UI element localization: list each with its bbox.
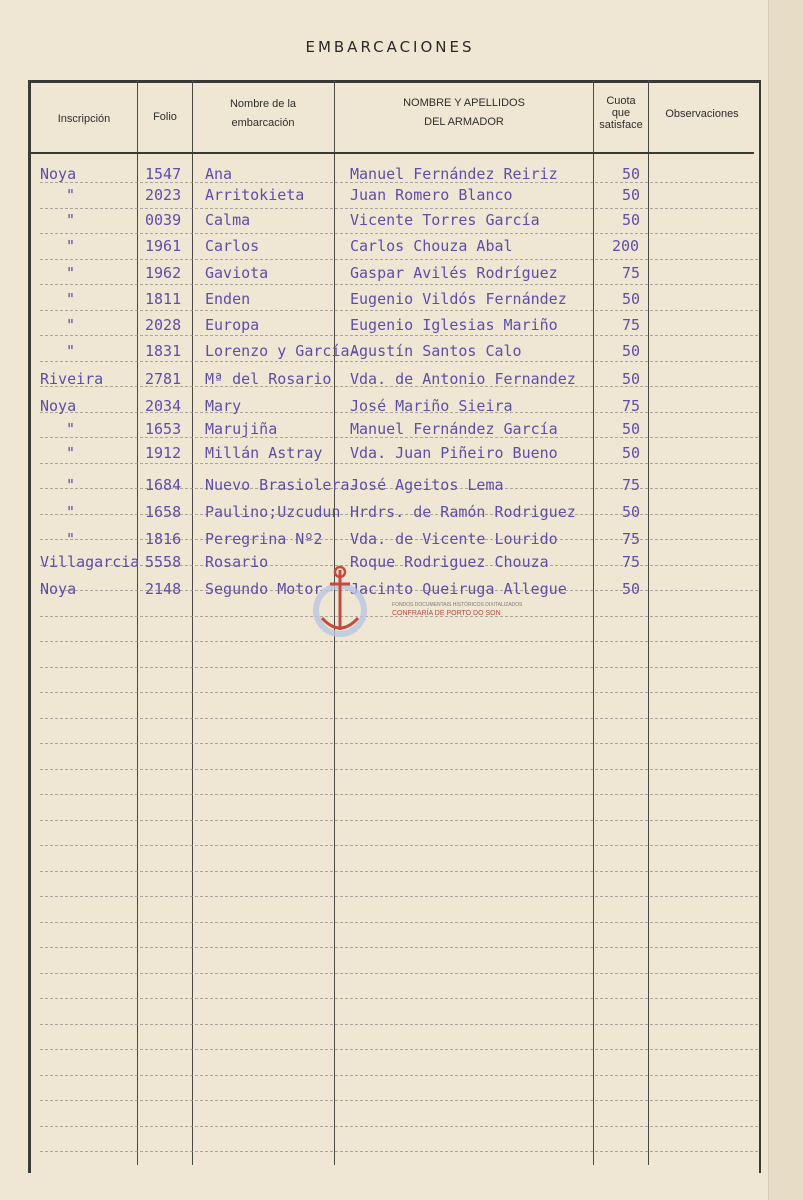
cell-inscripcion: " [66, 420, 76, 438]
cell-folio: 2023 [145, 186, 182, 204]
ruled-line [40, 1151, 758, 1152]
ruled-line [40, 998, 758, 999]
page-edge [768, 0, 803, 1200]
ruled-line [40, 871, 758, 872]
cell-cuota: 50 [622, 503, 641, 521]
ruled-line [40, 310, 758, 311]
header-nombre-line1: Nombre de la [229, 98, 297, 110]
cell-folio: 1684 [145, 476, 182, 494]
cell-inscripcion: Noya [40, 165, 77, 183]
ruled-line [40, 1049, 758, 1050]
cell-inscripcion: " [66, 237, 76, 255]
cell-folio: 2034 [145, 397, 182, 415]
cell-cuota: 75 [622, 476, 641, 494]
ruled-line [40, 820, 758, 821]
cell-embarcacion: Lorenzo y García- [205, 342, 359, 360]
cell-embarcacion: Gaviota [205, 264, 269, 282]
cell-embarcacion: Nuevo Brasiolera- [205, 476, 359, 494]
cell-embarcacion: Enden [205, 290, 251, 308]
cell-armador: Manuel Fernández García [350, 420, 558, 438]
cell-armador: Agustín Santos Calo [350, 342, 522, 360]
cell-armador: Vda. Juan Piñeiro Bueno [350, 444, 558, 462]
stamp-caption: CONFRARÍA DE PORTO DO SON [392, 610, 501, 617]
header-folio: Folio [153, 111, 177, 123]
ruled-line [40, 1126, 758, 1127]
cell-inscripcion: " [66, 186, 76, 204]
column-divider [192, 80, 193, 1165]
cell-inscripcion: " [66, 290, 76, 308]
cell-inscripcion: Villagarcia [40, 553, 140, 571]
ruled-line [40, 335, 758, 336]
ruled-line [40, 259, 758, 260]
cell-armador: Gaspar Avilés Rodríguez [350, 264, 558, 282]
header-armador-line2: DEL ARMADOR [424, 116, 504, 128]
ruled-line [40, 667, 758, 668]
cell-armador: Hrdrs. de Ramón Rodriguez [350, 503, 576, 521]
cell-folio: 1912 [145, 444, 182, 462]
cell-cuota: 50 [622, 444, 641, 462]
ruled-line [40, 361, 758, 362]
cell-folio: 1816 [145, 530, 182, 548]
cell-folio: 1547 [145, 165, 182, 183]
header-cuota-line2: que [611, 107, 631, 119]
column-divider [648, 80, 649, 1165]
ruled-line [40, 1100, 758, 1101]
cell-inscripcion: Riveira [40, 370, 104, 388]
cell-folio: 1653 [145, 420, 182, 438]
cell-embarcacion: Rosario [205, 553, 269, 571]
cell-embarcacion: Europa [205, 316, 260, 334]
ruled-line [40, 947, 758, 948]
header-armador [336, 96, 592, 130]
cell-embarcacion: Segundo Motor [205, 580, 323, 598]
cell-cuota: 75 [622, 316, 641, 334]
ruled-line [40, 718, 758, 719]
cell-cuota: 50 [622, 370, 641, 388]
header-cuota [595, 95, 647, 131]
cell-cuota: 75 [622, 553, 641, 571]
anchor-stamp-icon [310, 560, 370, 640]
header-inscripcion: Inscripción [57, 113, 111, 125]
cell-embarcacion: Mary [205, 397, 242, 415]
cell-armador: Manuel Fernández Reiriz [350, 165, 558, 183]
cell-folio: 0039 [145, 211, 182, 229]
ruled-line [40, 845, 758, 846]
cell-cuota: 50 [622, 186, 641, 204]
stamp-caption: FONDOS DOCUMENTAIS HISTÓRICOS DIXITALIZADOS [392, 602, 523, 608]
header-observaciones: Observaciones [665, 108, 739, 120]
header-rule [30, 152, 754, 154]
cell-armador: Vicente Torres García [350, 211, 540, 229]
cell-inscripcion: " [66, 530, 76, 548]
ruled-line [40, 641, 758, 642]
ruled-line [40, 463, 758, 464]
cell-embarcacion: Mª del Rosario [205, 370, 332, 388]
ruled-line [40, 922, 758, 923]
cell-cuota: 75 [622, 264, 641, 282]
cell-folio: 1962 [145, 264, 182, 282]
ruled-line [40, 973, 758, 974]
header-nombre-embarcacion [194, 97, 332, 131]
cell-embarcacion: Arritokieta [205, 186, 305, 204]
ruled-line [40, 769, 758, 770]
cell-armador: Juan Romero Blanco [350, 186, 513, 204]
cell-inscripcion: " [66, 444, 76, 462]
cell-folio: 1831 [145, 342, 182, 360]
ruled-line [40, 1075, 758, 1076]
cell-armador: Vda. de Antonio Fernandez [350, 370, 576, 388]
cell-cuota: 50 [622, 580, 641, 598]
header-cuota-line3: satisface [599, 119, 643, 131]
cell-armador: José Mariño Sieira [350, 397, 513, 415]
cell-armador: Jacinto Queiruga Allegue [350, 580, 567, 598]
cell-armador: Vda. de Vicente Lourido [350, 530, 558, 548]
cell-folio: 1811 [145, 290, 182, 308]
cell-cuota: 75 [622, 530, 641, 548]
header-nombre-line2: embarcación [231, 117, 295, 129]
cell-cuota: 50 [622, 420, 641, 438]
cell-inscripcion: " [66, 342, 76, 360]
cell-cuota: 200 [612, 237, 640, 255]
cell-armador: José Ageitos Lema [350, 476, 504, 494]
cell-inscripcion: " [66, 264, 76, 282]
cell-folio: 2781 [145, 370, 182, 388]
cell-inscripcion: Noya [40, 397, 77, 415]
cell-armador: Carlos Chouza Abal [350, 237, 513, 255]
cell-armador: Eugenio Iglesias Mariño [350, 316, 558, 334]
cell-cuota: 50 [622, 165, 641, 183]
cell-inscripcion: " [66, 316, 76, 334]
cell-embarcacion: Carlos [205, 237, 260, 255]
ruled-line [40, 1024, 758, 1025]
cell-inscripcion: Noya [40, 580, 77, 598]
cell-armador: Eugenio Vildós Fernández [350, 290, 567, 308]
ruled-line [40, 284, 758, 285]
header-cuota-line1: Cuota [606, 95, 636, 107]
header-armador-line1: NOMBRE Y APELLIDOS [403, 97, 525, 109]
page-title: EMBARCACIONES [305, 38, 475, 56]
cell-folio: 1658 [145, 503, 182, 521]
cell-inscripcion: " [66, 476, 76, 494]
cell-embarcacion: Marujiña [205, 420, 278, 438]
ruled-line [40, 692, 758, 693]
cell-cuota: 50 [622, 211, 641, 229]
ruled-line [40, 743, 758, 744]
cell-folio: 5558 [145, 553, 182, 571]
cell-embarcacion: Millán Astray [205, 444, 323, 462]
cell-embarcacion: Ana [205, 165, 233, 183]
cell-folio: 2028 [145, 316, 182, 334]
cell-inscripcion: " [66, 211, 76, 229]
ruled-line [40, 233, 758, 234]
cell-folio: 1961 [145, 237, 182, 255]
column-divider [137, 80, 138, 1165]
ruled-line [40, 794, 758, 795]
cell-cuota: 50 [622, 290, 641, 308]
cell-armador: Roque Rodriguez Chouza [350, 553, 549, 571]
ruled-line [40, 208, 758, 209]
column-divider [593, 80, 594, 1165]
cell-inscripcion: " [66, 503, 76, 521]
cell-cuota: 75 [622, 397, 641, 415]
cell-embarcacion: Peregrina Nº2 [205, 530, 323, 548]
ruled-line [40, 896, 758, 897]
cell-embarcacion: Calma [205, 211, 251, 229]
cell-embarcacion: Paulino;Uzcudun [205, 503, 341, 521]
cell-folio: 2148 [145, 580, 182, 598]
cell-cuota: 50 [622, 342, 641, 360]
